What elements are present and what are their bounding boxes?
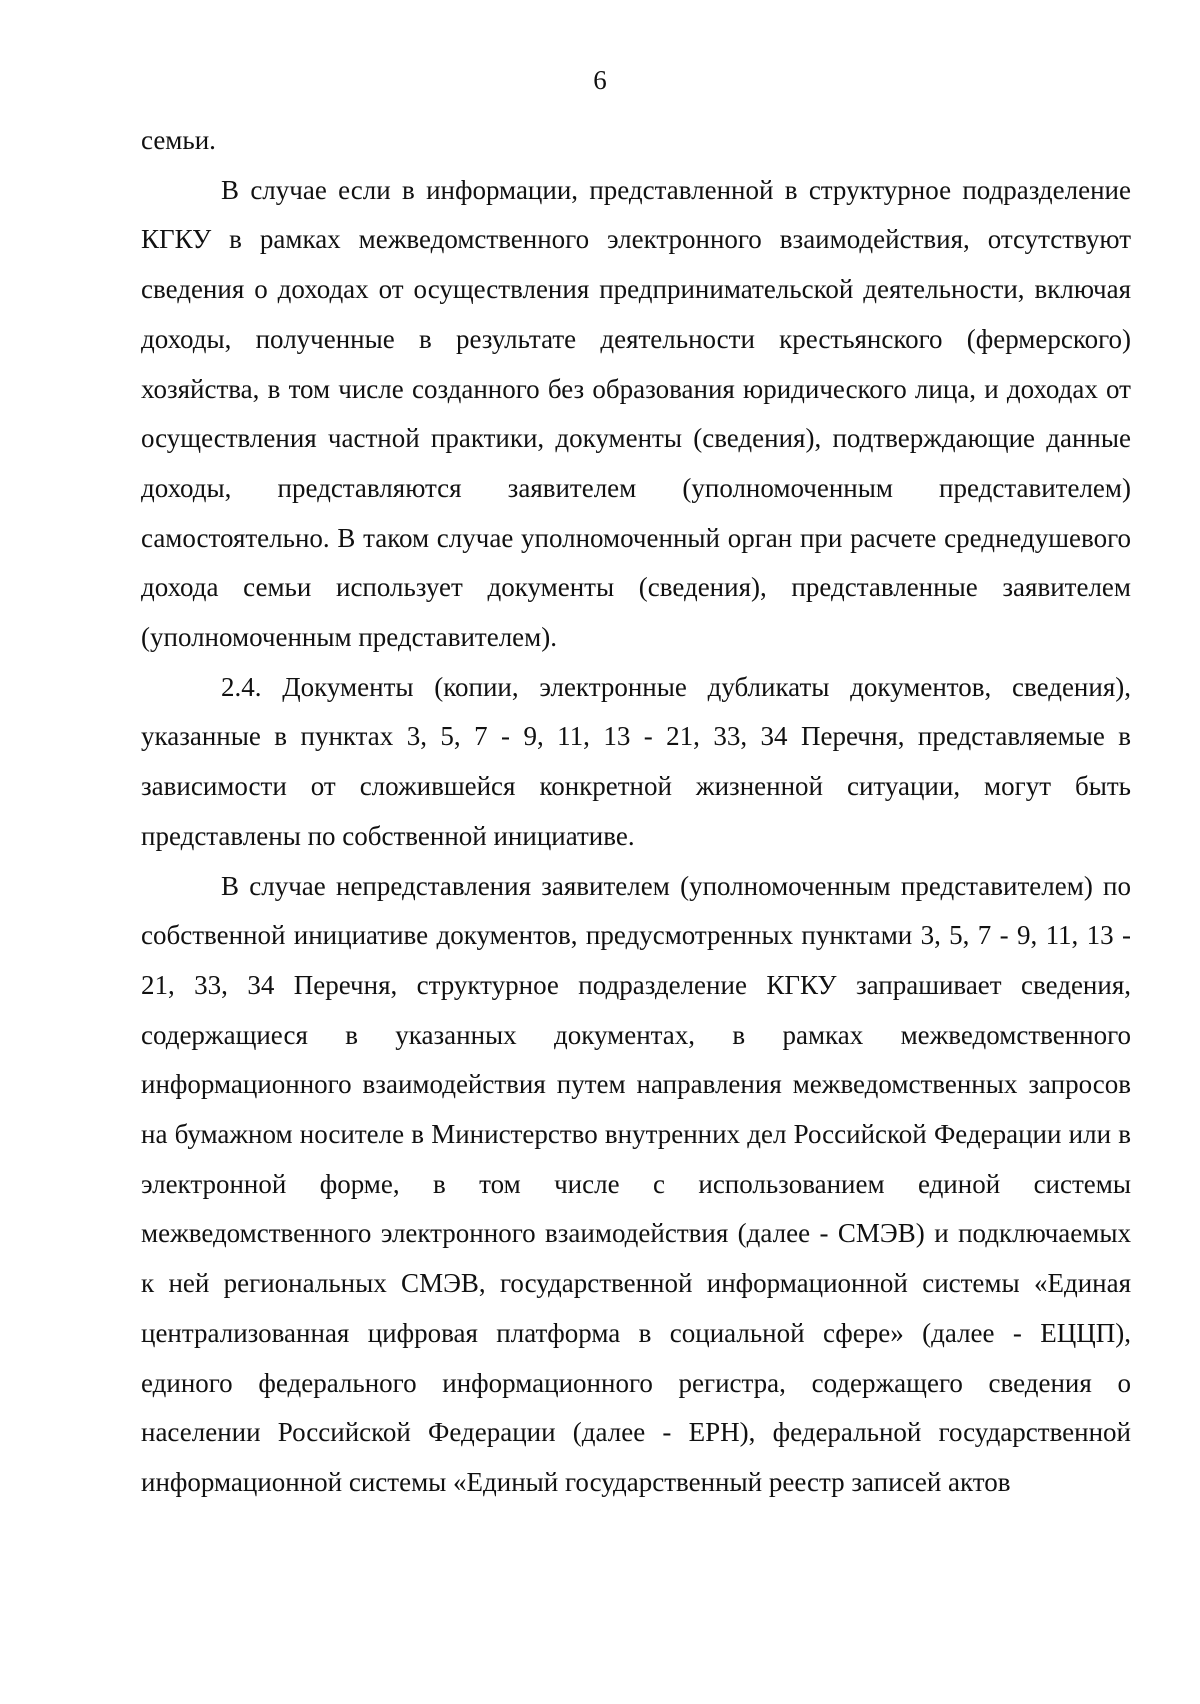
document-body [141,116,1131,1508]
paragraph-section-2-4: 2.4. Документы (копии, электронные дубликаты документов, сведения), указанные в пунктах 3, 5, 7 - 9, 11, 13 - 21, 33, 34 Перечня, представляемые в зависимости от сложившейся конкретной жизненной ситуации, могут быть представлены по собственной инициативе. [141,671,1131,851]
paragraph-continuation: семьи. [141,125,216,155]
paragraph-interdepartmental-requests: В случае непредставления заявителем (уполномоченным представителем) по собственной инициативе документов, предусмотренных пунктами 3, 5, 7 - 9, 11, 13 - 21, 33, 34 Перечня, структурное подразделение КГКУ запрашивает сведения, содержащиеся в указанных документах, в рамках межведомственного информационного взаимодействия путем направления межведомственных запросов на бумажном носителе в Министерство внутренних дел Российской Федерации или в электронной форме, в том числе с использованием единой системы межведомственного электронного взаимодействия (далее - СМЭВ) и подключаемых к ней региональных СМЭВ, государственной информационной системы «Единая централизованная цифровая платформа в социальной сфере» (далее - ЕЦЦП), единого федерального информационного регистра, содержащего сведения о населении Российской Федерации (далее - ЕРН), федеральной государственной информационной системы «Единый государственный реестр записей актов [141,870,1131,1497]
paragraph-income-information: В случае если в информации, представленной в структурное подразделение КГКУ в рамках межведомственного электронного взаимодействия, отсутствуют сведения о доходах от осуществления предпринимательской деятельности, включая доходы, полученные в результате деятельности крестьянского (фермерского) хозяйства, в том числе созданного без образования юридического лица, и доходах от осуществления частной практики, документы (сведения), подтверждающие данные доходы, представляются заявителем (уполномоченным представителем) самостоятельно. В таком случае уполномоченный орган при расчете среднедушевого дохода семьи использует документы (сведения), представленные заявителем (уполномоченным представителем). [141,174,1131,653]
page-number: 6 [593,65,607,95]
